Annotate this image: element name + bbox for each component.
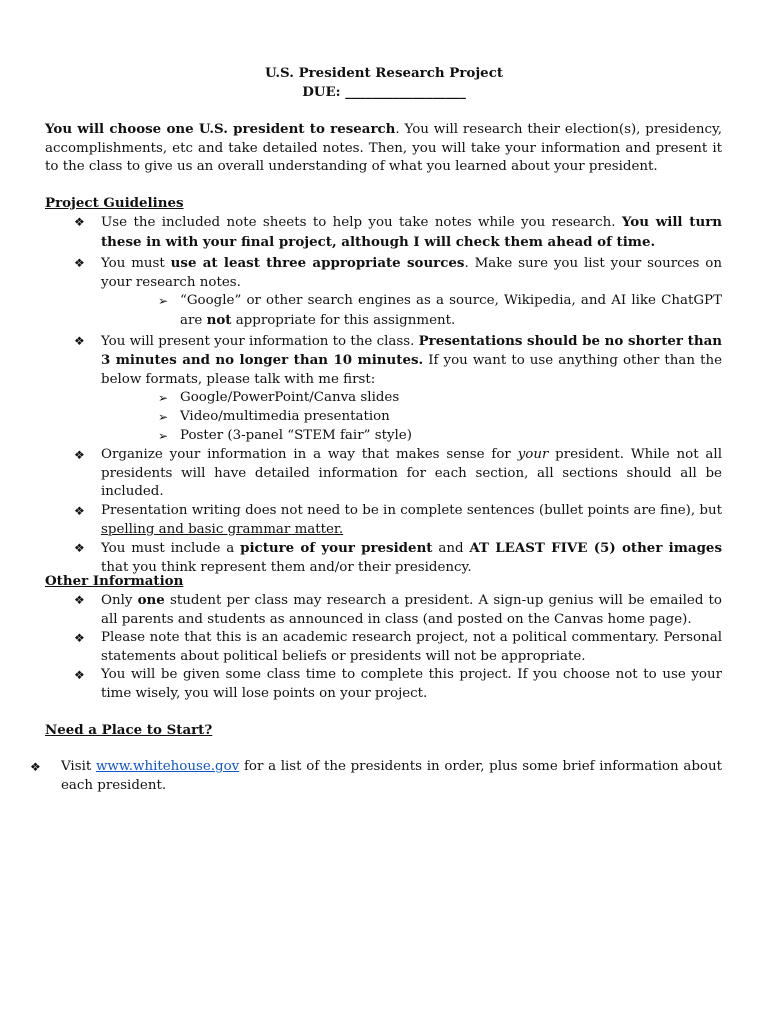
diamond-bullet-icon: ❖ [74, 668, 85, 683]
sub-item-bold: not [206, 311, 232, 328]
item-bold: one [137, 592, 165, 608]
item-text: You must include a [101, 541, 241, 557]
intro-paragraph [45, 120, 722, 177]
arrow-bullet-icon: ➢ [158, 428, 169, 443]
intro-bold: You will choose one U.S. president to research [45, 121, 396, 137]
item-bold: You will turn these in with your final project, although I will check them ahead of time. [101, 214, 722, 250]
guidelines-heading: Project Guidelines [45, 195, 184, 211]
diamond-bullet-icon: ❖ [74, 593, 85, 607]
diamond-bullet-icon: ❖ [74, 503, 85, 518]
item-bold: use at least three appropriate sources [170, 255, 465, 272]
sub-item-text: appropriate for this assignment. [231, 312, 456, 328]
visit-text: Visit [61, 759, 96, 774]
sub-item-text: Google/PowerPoint/Canva slides [180, 390, 400, 406]
item-text: You will present your information to the class. [101, 333, 419, 349]
visit-paragraph [30, 758, 722, 795]
visit-text: for a list of the presidents in order, plus some brief information about each president. [61, 759, 722, 793]
sub-list-item [158, 389, 722, 408]
diamond-bullet-icon: ❖ [74, 631, 85, 646]
sub-list [158, 389, 722, 445]
list-item [74, 502, 722, 539]
list-item [74, 629, 722, 666]
sub-list-item [158, 427, 722, 446]
item-text: that you think represent them and/or their presidency. [101, 559, 472, 575]
list-item [74, 332, 722, 446]
item-text: You will be given some class time to complete this project. If you choose not to use your time wisely, you will lose points on your project. [101, 667, 722, 701]
item-text: Only [101, 593, 138, 608]
sub-item-text: Video/multimedia presentation [180, 408, 390, 424]
list-item [74, 666, 722, 703]
guidelines-list [74, 213, 722, 577]
due-date-line: DUE: __________________ [302, 84, 466, 100]
diamond-bullet-icon: ❖ [74, 256, 85, 271]
arrow-bullet-icon: ➢ [158, 391, 169, 406]
item-text: Please note that this is an academic research project, not a political commentary. Personal statements about political beliefs or presidents will not be appropriate. [101, 630, 722, 664]
item-bold: picture of your president [240, 540, 433, 557]
list-item [74, 539, 722, 577]
item-text: Presentation writing does not need to be in complete sentences (bullet points are fine), but [101, 502, 722, 518]
other-info-list [74, 591, 722, 704]
list-item [74, 254, 722, 330]
sub-list-item [158, 292, 722, 330]
item-text: Organize your information in a way that makes sense for [101, 447, 518, 463]
sub-list-item [158, 408, 722, 427]
diamond-bullet-icon: ❖ [74, 333, 85, 348]
other-info-heading: Other Information [45, 573, 184, 589]
item-underlined: spelling and basic grammar matter. [101, 521, 344, 537]
diamond-bullet-icon: ❖ [74, 215, 85, 229]
arrow-bullet-icon: ➢ [158, 409, 169, 424]
arrow-bullet-icon: ➢ [158, 294, 169, 309]
item-text: and [432, 541, 470, 557]
list-item [74, 446, 722, 502]
list-item [74, 213, 722, 252]
diamond-bullet-icon: ❖ [74, 541, 85, 556]
intro-text: . You will research their election(s), presidency, accomplishments, etc and take detailed notes. Then, you will take your information and present it to the class to give us an overall understanding of what you learned about your president. [45, 122, 723, 175]
document-title: U.S. President Research Project [264, 65, 504, 81]
whitehouse-link[interactable]: www.whitehouse.gov [95, 759, 240, 774]
item-text: You must [101, 256, 171, 272]
item-text: student per class may research a president. A sign-up genius will be emailed to all parents and students as announced in class (and posted on the Canvas home page). [101, 593, 722, 627]
diamond-bullet-icon: ❖ [30, 760, 41, 774]
list-item [74, 591, 722, 629]
item-text: If you want to use anything other than the below formats, please talk with me first: [101, 353, 722, 387]
sub-item-text: Poster (3-panel “STEM fair” style) [180, 427, 412, 443]
item-bold: AT LEAST FIVE (5) other images [469, 540, 722, 557]
sub-list [158, 292, 722, 330]
item-bold: Presentations should be no shorter than 3 minutes and no longer than 10 minutes. [101, 332, 722, 369]
diamond-bullet-icon: ❖ [74, 448, 85, 463]
item-text: president. While not all presidents will have detailed information for each section, all sections should all be included. [101, 447, 722, 500]
item-text: Use the included note sheets to help you take notes while you research. [101, 215, 622, 230]
sub-item-text: “Google” or other search engines as a source, Wikipedia, and AI like ChatGPT are [180, 293, 722, 328]
item-text: . Make sure you list your sources on your research notes. [101, 256, 722, 290]
item-italic: your [517, 447, 549, 463]
start-heading: Need a Place to Start? [45, 722, 213, 738]
